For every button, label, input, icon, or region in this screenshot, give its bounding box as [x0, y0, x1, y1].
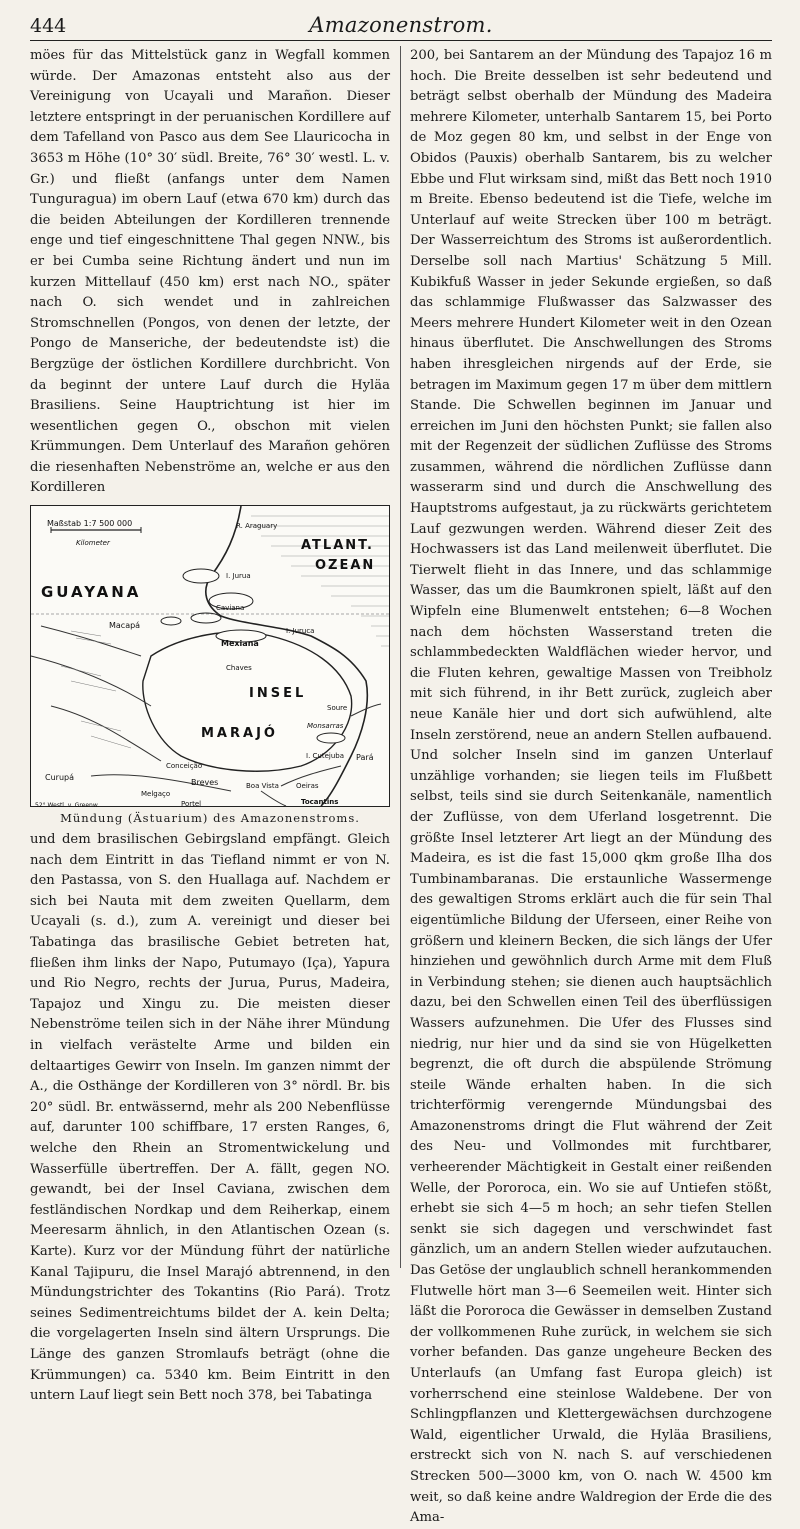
map-label-chaves: Chaves — [226, 664, 252, 673]
map-label-araguary: R. Araguary — [236, 522, 278, 531]
map-label-jurua: I. Jurua — [226, 572, 251, 581]
map-label-ozean: OZEAN — [315, 558, 376, 574]
map-label-macapa: Macapá — [109, 621, 141, 631]
map-label-boa-vista: Boa Vista — [246, 782, 279, 791]
right-column — [410, 46, 772, 1526]
right-paragraph-1: 200, bei Santarem an der Mündung des Tapajoz 16 m hoch. Die Breite desselben ist sehr bedeutend und beträgt selbst oberhalb der Mündung des Madeira mehrere Kilometer, unterhalb Santarem 15, bei Porto de Moz gegen 80 km, und selbst in der Enge von Obidos (Pauxis) oberhalb Santarem, bis zu welcher Ebbe und Flut wirksam sind, mißt das Bett noch 1910 m Breite. Ebenso bedeutend ist die Tiefe, welche im Unterlauf auf weite Strecken über 100 m beträgt. Der Wasserreichtum des Stroms ist außerordentlich. Derselbe soll nach Martius' Schätzung 5 Mill. Kubikfuß Wasser in jeder Sekunde ergießen, so daß das schlammige Flußwasser das Salzwasser des Meers mehrere Hundert Kilometer weit in den Ozean hinaus überflutet. Die Anschwellungen des Stroms haben ihresgleichen nirgends auf der Erde, sie betragen im Maximum gegen 17 m über dem mittlern Stande. Die Schwellen beginnen im Januar und erreichen im Juni den höchsten Punkt; sie fallen also mit der Regenzeit der südlichen Zuflüsse des Stroms zusammen, während die nördlichen Zuflüsse dann wasserarm sind und durch die Anschwellung des Hauptstroms aufgestaut, ja zu rückwärts gerichtetem Lauf gezwungen werden. Während dieser Zeit des Hochwassers ist das Land meilenweit überflutet. Die Tierwelt flieht in das Innere, und das schlammige Wasser, das um die Baumkronen spielt, läßt auf den Wipfeln eine Blumenwelt entstehen; 6—8 Wochen nach dem höchsten Wasserstand treten die schlammbedeckten Waldflächen wieder hervor, und die Fluten kehren, gewaltige Massen von Treibholz mit sich führend, in ihr Bett zurück, zugleich aber neue Kanäle hier und dort sich aufwühlend, alte Inseln zerstörend, neue an andern Stellen aufbauend. Und solcher Inseln sind im ganzen Unterlauf unzählige vorhanden; sie liegen teils im Flußbett selbst, teils sind sie durch Seitenkanäle, namentlich der Zuflüsse, von dem Uferland losgetrennt. Die größte Insel letzterer Art liegt an der Mündung des Madeira, es ist die fast 15,000 qkm große Ilha dos Tumbinambaranas. Die erstaunliche Wassermenge des gewaltigen Stroms erklärt auch die für sein Thal eigentümliche Bildung der Uferseen, einer Reihe von größern und kleinern Becken, die sich längs der Ufer hinziehen und gewöhnlich durch Arme mit dem Fluß in Verbindung stehen; sie dienen auch hauptsächlich dazu, bei den Schwellen einen Teil des überflüssigen Wassers aufzunehmen. Die Ufer des Flusses sind niedrig, nur hier und da sind sie von Hügelketten begrenzt, die oft durch die abspülende Strömung steile Wände erhalten haben. In die sich trichterförmig verengernde Mündungsbai des Amazonenstroms dringt die Flut während der Zeit des Neu- und Vollmondes mit furchtbarer, verheerender Mächtigkeit in Gestalt einer reißenden Welle, der Pororoca, ein. Wo sie auf Untiefen stößt, erhebt sie sich 4—5 m hoch; an sehr tiefen Stellen senkt sie sich dagegen und verschwindet fast gänzlich, um an andern Stellen wieder aufzutauchen. Das Getöse der unglaublich schnell herankommenden Flutwelle hört man 3—6 Seemeilen weit. Hinter sich läßt die Pororoca die Gewässer in demselben Zustand der vollkommenen Ruhe zurück, in welchem sie sich vorher befanden. Das ganze ungeheure Becken des Unterlaufs (an Umfang fast Europa gleich) ist vorherrschend eine steinlose Waldebene. Der von Schlingpflanzen und Klettergewächsen durchzogene Wald, eigentlicher Urwald, die Hyläa Brasiliens, erstreckt sich von N. nach S. auf verschiedenen Strecken 500—3000 km, von O. nach W. 4500 km weit, so daß keine andre Waldregion der Erde die des Ama- — [410, 48, 772, 1526]
map-scale-unit: Kilometer — [76, 539, 110, 548]
map-label-marajo: MARAJÓ — [201, 726, 278, 742]
map-label-insel: INSEL — [249, 686, 307, 702]
map-label-breves: Breves — [191, 778, 219, 788]
map-label-para: Pará — [356, 753, 374, 763]
map-label-juruca: I. Juruca — [286, 627, 315, 636]
map-label-soure: Soure — [327, 704, 348, 713]
map-label-cutejuba: I. Cutejuba — [306, 752, 345, 761]
page-header — [30, 10, 772, 41]
amazon-mouth-map — [30, 505, 390, 810]
map-label-oeiras: Oeiras — [296, 782, 319, 791]
map-label-portel: Portel — [181, 800, 202, 809]
map-label-caviana: Caviana — [216, 604, 245, 613]
map-label-mexiana: Mexiana — [221, 639, 259, 649]
map-label-curupa: Curupá — [45, 773, 74, 783]
map-label-atlant: ATLANT. — [301, 538, 374, 554]
page-number: 444 — [30, 15, 67, 37]
map-figure — [30, 505, 390, 826]
page-title: Amazonenstrom. — [309, 13, 493, 37]
map-label-conceicao: Conceição — [166, 762, 203, 771]
map-label-greenwich: 52° Westl. v. Greenw. — [35, 802, 100, 810]
map-scale-text: Maßstab 1:7 500 000 — [47, 519, 133, 529]
left-paragraph-2: und dem brasilischen Gebirgsland empfängt. Gleich nach dem Eintritt in das Tiefland nimmt er von N. den Pastassa, von S. den Huallaga auf. Nachdem er sich bei Nauta mit dem zweiten Quellarm, dem Ucayali (s. d.), zum A. vereinigt und dieser bei Tabatinga das brasilische Gebiet betreten hat, fließen ihm links der Napo, Putumayo (Iça), Yapura und Rio Negro, rechts der Jurua, Purus, Madeira, Tapajoz und Xingu zu. Die meisten dieser Nebenströme teilen sich in der Nähe ihrer Mündung in vielfach verästelte Arme und bilden ein deltaartiges Gewirr von Inseln. Im ganzen nimmt der A., die Osthänge der Kordilleren von 3° nördl. Br. bis 20° südl. Br. entwässernd, mehr als 200 Nebenflüsse auf, darunter 100 schiffbare, 17 ersten Ranges, 6, welche den Rhein an Stromentwickelung und Wasserfülle übertreffen. Der A. fällt, gegen NO. gewandt, bei der Insel Caviana, zwischen dem festländischen Nordkap und dem Reiherkap, einem Meeresarm ähnlich, in den Atlantischen Ozean (s. Karte). Kurz vor der Mündung führt der natürliche Kanal Tajipuru, die Insel Marajó abtrennend, in den Mündungstrichter des Tokantins (Rio Pará). Trotz seines Sedimentreichtums bildet der A. kein Delta; die vorgelagerten Inseln sind ältern Ursprungs. Die Länge des ganzen Stromlaufs beträgt (ohne die Krümmungen) ca. 5340 km. Beim Eintritt in den untern Lauf liegt sein Bett noch 378, bei Tabatinga — [30, 832, 390, 1404]
map-label-monsarras: Monsarras — [307, 722, 344, 731]
map-label-melgaco: Melgaço — [141, 790, 171, 799]
column-divider — [400, 46, 401, 1268]
map-caption: Mündung (Ästuarium) des Amazonenstroms. — [60, 811, 360, 826]
left-column — [30, 46, 391, 1404]
map-label-guayana: GUAYANA — [41, 583, 142, 602]
map-label-tocantins: Tocantins — [301, 798, 339, 807]
left-paragraph-1: möes für das Mittelstück ganz in Wegfall kommen würde. Der Amazonas entsteht also aus der Vereinigung von Ucayali und Marañon. Dieser letztere entspringt in der peruanischen Kordillere auf dem Tafelland von Pasco aus dem See Llauricocha in 3653 m Höhe (10° 30′ südl. Breite, 76° 30′ westl. L. v. Gr.) und fließt (anfangs unter dem Namen Tunguragua) im obern Lauf (etwa 670 km) durch das die beiden Abteilungen der Kordilleren trennende enge und tief eingeschnittene Thal gegen NNW., bis er bei Cumba seine Richtung ändert und nun im kurzen Mittellauf (450 km) erst nach NO., später nach O. sich wendet und in zahlreichen Stromschnellen (Pongos, von denen der letzte, der Pongo de Manseriche, der bedeutendste ist) die Bergzüge der östlichen Kordillere durchbricht. Von da beginnt der untere Lauf durch die Hyläa Brasiliens. Seine Hauptrichtung ist hier im wesentlichen gegen O., obschon mit vielen Krümmungen. Dem Unterlauf des Marañon gehören die riesenhaften Nebenströme an, welche er aus den Kordilleren — [30, 48, 391, 496]
